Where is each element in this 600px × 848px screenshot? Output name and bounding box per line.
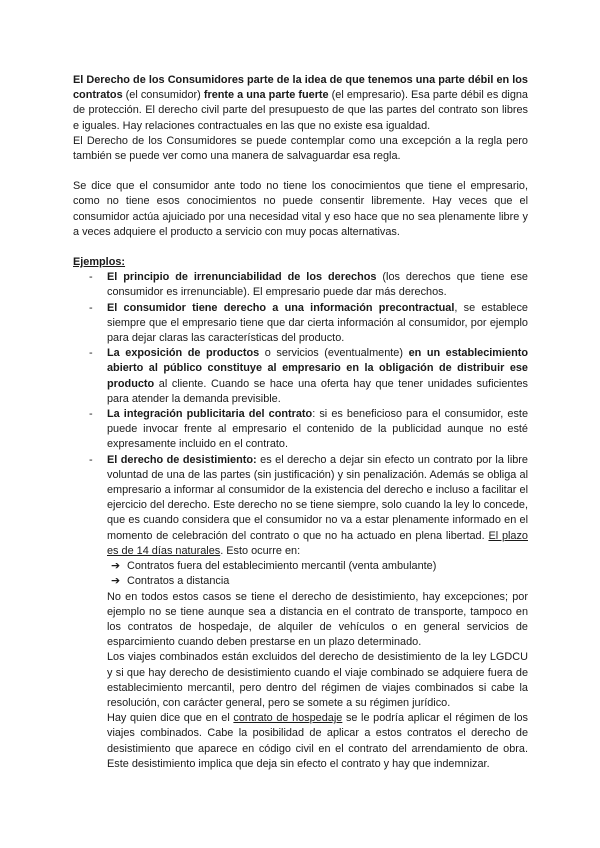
item-bold: El consumidor tiene derecho a una información precontractual [107, 301, 455, 314]
intro-text-1: (el consumidor) [122, 89, 204, 102]
item-text: es el derecho a dejar sin efecto un contrato por la libre voluntad de una de las partes (sin justificación) y sin penalización. Además se obliga al empresario a informar al consumidor de la existencia del derecho e incluso a facilitar el ejercicio del derecho. Este derecho no se tiene siempre, solo cuando la ley lo concede, que es cuando considera que el consumidor no va a estar plenamente informado en el momento de celebración del contrato o que no ha actuado en plena libertad. [107, 453, 528, 542]
continuation-paragraph-3 [107, 711, 528, 772]
cont-text: se le podría aplicar el régimen de los viajes combinados. Cabe la posibilidad de aplicar a estos contratos el derecho de desistimiento que aparece en código civil en el contrato del arrendamiento de obra. Este desistimiento implica que deja sin efecto el contrato y hay que indemnizar. [107, 712, 528, 770]
list-item [73, 270, 528, 300]
sub-item-text: Contratos fuera del establecimiento mercantil (venta ambulante) [127, 560, 437, 573]
cont-underlined: contrato de hospedaje [233, 712, 343, 725]
intro-paragraph-2: El Derecho de los Consumidores se puede contemplar como una excepción a la regla pero también se puede ver como una manera de salvaguardar esa regla. [73, 134, 528, 163]
intro-paragraph-3: Se dice que el consumidor ante todo no tiene los conocimientos que tiene el empresario, como no tiene esos conocimientos no puede consentir libremente. Hay veces que el consumidor actúa ajuiciado por una necesidad vital y eso hace que no sea plenamente libre y a veces adquiere el producto a servicio con muy pocas alternativas. [73, 180, 528, 238]
item-text: , se establece siempre que el empresario tiene que dar cierta información al consumidor, por ejemplo para dejar claras las características del producto. [107, 301, 528, 345]
item-bold: La exposición de productos [107, 347, 260, 360]
sub-list-item [111, 574, 528, 589]
item-underlined: El plazo es de 14 días naturales [107, 529, 528, 557]
item-text: al cliente. Cuando se hace una oferta hay que tener unidades suficientes para atender la demanda previsible. [107, 377, 528, 405]
bullet-dash: - [89, 408, 93, 421]
continuation-paragraph-2: Los viajes combinados están excluidos del derecho de desistimiento de la ley LGDCU y si que hay derecho de desistimiento cuando el viaje combinado se adquiere fuera de establecimiento mercantil, pero dentro del régimen de viajes combinados si cabe la resolución, con carácter general, pero se somete a su régimen jurídico. [107, 651, 528, 709]
document-page [73, 73, 528, 772]
examples-heading: Ejemplos: [73, 256, 126, 269]
continuation-paragraph-1: No en todos estos casos se tiene el derecho de desistimiento, hay excepciones; por ejemplo no se tiene aunque sea a distancia en el contrato de transporte, tampoco en los contratos de hospedaje, de alquiler de vehículos o en general servicios de esparcimiento cuando deben prestarse en un plazo determinado. [107, 590, 528, 649]
sub-list-item [111, 559, 528, 574]
bullet-dash: - [89, 301, 93, 314]
intro-paragraph-1 [73, 73, 528, 134]
item-text: : si es beneficioso para el consumidor, este puede invocar frente al empresario el contenido de la publicidad aunque no esté expresamente incluido en el contrato. [107, 408, 529, 451]
arrow-right-icon: ➔ [111, 575, 121, 588]
list-item [73, 453, 528, 559]
list-item [73, 407, 528, 453]
bullet-dash: - [89, 347, 93, 360]
sub-item-text: Contratos a distancia [127, 575, 230, 588]
cont-text: Hay quien dice que en el [107, 712, 234, 725]
list-item [73, 346, 528, 407]
intro-bold-1: El Derecho de los Consumidores parte de la idea de que tenemos una parte débil en los contratos [73, 74, 528, 102]
bullet-dash: - [89, 271, 93, 284]
item-bold: El principio de irrenunciabilidad de los derechos [107, 271, 377, 284]
intro-bold-2: frente a una parte fuerte [203, 89, 329, 102]
examples-list [73, 270, 528, 559]
sub-list [73, 559, 528, 589]
item-text: . Esto ocurre en: [220, 544, 301, 557]
item-bold: La integración publicitaria del contrato [107, 408, 313, 421]
intro-text-2: (el empresario). Esa parte débil es digna de protección. El derecho civil parte del presupuesto de que las partes del contrato son libres e iguales. Hay relaciones contractuales en las que no existe esa igualdad. [73, 89, 528, 132]
item-text: (los derechos que tiene ese consumidor es irrenunciable). El empresario puede dar más derechos. [107, 271, 528, 299]
item-text: o servicios (eventualmente) [259, 347, 409, 360]
item-bold: en un establecimiento abierto al público constituye al empresario en la obligación de distribuir ese producto [107, 347, 528, 390]
list-item [73, 301, 528, 347]
arrow-right-icon: ➔ [111, 560, 121, 573]
bullet-dash: - [89, 453, 93, 466]
item-bold: El derecho de desistimiento: [107, 453, 257, 466]
